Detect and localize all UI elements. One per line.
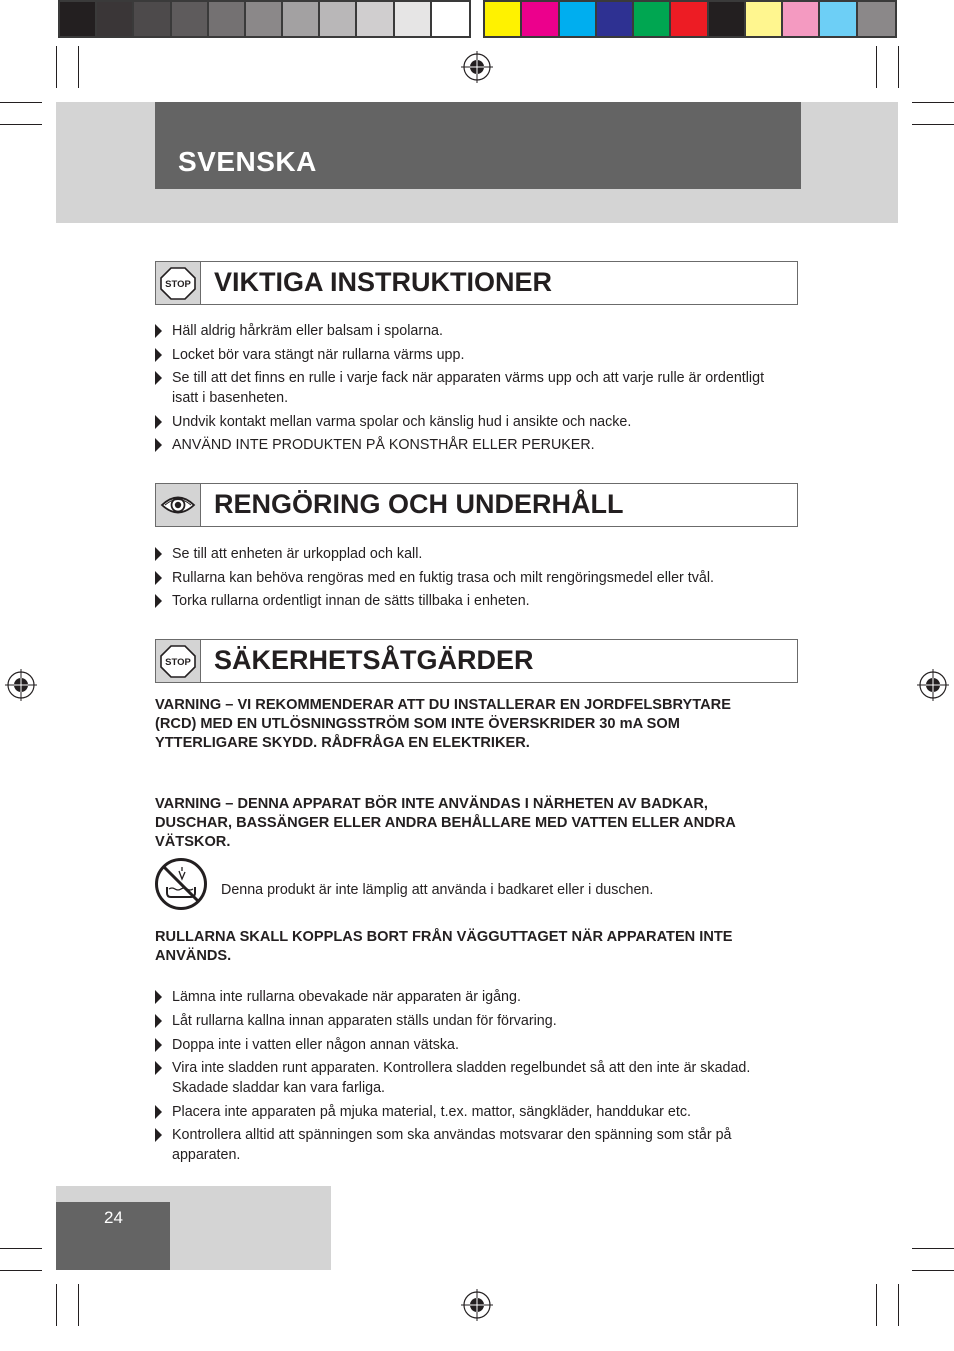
color-calibration-bar	[483, 0, 897, 38]
list-item: Se till att det finns en rulle i varje fack när apparaten värms upp och att varje rulle är ordentligt isatt i basenheten.	[172, 368, 782, 408]
crop-mark	[0, 124, 42, 125]
crop-mark	[0, 1248, 42, 1249]
stop-icon	[156, 262, 200, 304]
section-header-safety	[155, 639, 798, 683]
warning-rcd: VARNING – VI REKOMMENDERAR ATT DU INSTALLERAR EN JORDFELSBRYTARE (RCD) MED EN UTLÖSNINGSSTRÖM SOM INTE ÖVERSKRIDER 30 mA SOM YTTERLIGARE SKYDD. RÅDFRÅGA EN ELEKTRIKER.	[155, 697, 731, 751]
registration-mark-icon	[917, 669, 949, 701]
section-icon-box	[156, 262, 201, 304]
calibration-swatch	[485, 2, 522, 36]
calibration-swatch	[560, 2, 597, 36]
crop-mark	[912, 124, 954, 125]
calibration-swatch	[820, 2, 857, 36]
no-bath-icon	[154, 857, 208, 911]
calibration-swatch	[246, 2, 283, 36]
list-item: Rullarna kan behöva rengöras med en fuktig trasa och milt rengöringsmedel eller tvål.	[172, 568, 782, 588]
crop-mark	[898, 1284, 899, 1326]
crop-mark	[56, 1284, 57, 1326]
calibration-swatch	[432, 2, 469, 36]
calibration-swatch	[395, 2, 432, 36]
grayscale-calibration-bar	[58, 0, 471, 38]
section-title: SÄKERHETSÅTGÄRDER	[214, 645, 534, 675]
calibration-swatch	[671, 2, 708, 36]
calibration-swatch	[60, 2, 97, 36]
calibration-swatch	[283, 2, 320, 36]
calibration-swatch	[357, 2, 394, 36]
list-item: Lämna inte rullarna obevakade när apparaten är igång.	[172, 987, 782, 1007]
calibration-swatch	[783, 2, 820, 36]
registration-mark-icon	[5, 669, 37, 701]
calibration-swatch	[597, 2, 634, 36]
list-item: Undvik kontakt mellan varma spolar och känslig hud i ansikte och nacke.	[172, 412, 782, 432]
crop-mark	[912, 1270, 954, 1271]
crop-mark	[912, 1248, 954, 1249]
calibration-swatch	[746, 2, 783, 36]
section-title: VIKTIGA INSTRUKTIONER	[214, 267, 553, 297]
crop-mark	[0, 102, 42, 103]
crop-mark	[78, 46, 79, 88]
list-item: Kontrollera alltid att spänningen som ska användas motsvarar den spänning som står på apparaten.	[172, 1125, 782, 1165]
list-item: Torka rullarna ordentligt innan de sätts tillbaka i enheten.	[172, 591, 782, 611]
calibration-swatch	[97, 2, 134, 36]
calibration-swatch	[634, 2, 671, 36]
calibration-swatch	[709, 2, 746, 36]
calibration-swatch	[522, 2, 559, 36]
list-item: Doppa inte i vatten eller någon annan vätska.	[172, 1035, 782, 1055]
warning-unplug: RULLARNA SKALL KOPPLAS BORT FRÅN VÄGGUTTAGET NÄR APPARATEN INTE ANVÄNDS.	[155, 929, 733, 964]
list-item: Häll aldrig hårkräm eller balsam i spolarna.	[172, 321, 782, 341]
crop-mark	[0, 1270, 42, 1271]
crop-mark	[56, 46, 57, 88]
calibration-swatch	[172, 2, 209, 36]
section-header-cleaning	[155, 483, 798, 527]
stop-icon	[156, 640, 200, 682]
registration-mark-icon	[461, 51, 493, 83]
list-item: ANVÄND INTE PRODUKTEN PÅ KONSTHÅR ELLER PERUKER.	[172, 435, 782, 455]
svg-text:STOP: STOP	[165, 279, 191, 290]
crop-mark	[898, 46, 899, 88]
section-header-important	[155, 261, 798, 305]
calibration-swatch	[320, 2, 357, 36]
calibration-swatch	[858, 2, 895, 36]
section-icon-box	[156, 640, 201, 682]
page-title: SVENSKA	[178, 146, 317, 177]
page-number: 24	[104, 1208, 123, 1227]
list-item: Placera inte apparaten på mjuka material, t.ex. mattor, sängkläder, handdukar etc.	[172, 1102, 782, 1122]
list-item: Vira inte sladden runt apparaten. Kontrollera sladden regelbundet så att den inte är skadad. Skadade sladdar kan vara farliga.	[172, 1058, 782, 1098]
crop-mark	[78, 1284, 79, 1326]
crop-mark	[876, 1284, 877, 1326]
crop-mark	[876, 46, 877, 88]
calibration-swatch	[209, 2, 246, 36]
crop-mark	[912, 102, 954, 103]
eye-icon	[156, 484, 200, 526]
list-item: Locket bör vara stängt när rullarna värms upp.	[172, 345, 782, 365]
list-item: Se till att enheten är urkopplad och kall.	[172, 544, 782, 564]
warning-water: VARNING – DENNA APPARAT BÖR INTE ANVÄNDAS I NÄRHETEN AV BADKAR, DUSCHAR, BASSÄNGER ELLER ANDRA BEHÅLLARE MED VATTEN ELLER ANDRA VÄTSKOR.	[155, 796, 736, 850]
section-title: RENGÖRING OCH UNDERHÅLL	[214, 489, 624, 519]
registration-mark-icon	[461, 1289, 493, 1321]
list-item: Låt rullarna kallna innan apparaten ställs undan för förvaring.	[172, 1011, 782, 1031]
section-icon-box	[156, 484, 201, 526]
bath-note: Denna produkt är inte lämplig att använda i badkaret eller i duschen.	[221, 882, 654, 898]
svg-text:STOP: STOP	[165, 657, 191, 668]
calibration-swatch	[134, 2, 171, 36]
